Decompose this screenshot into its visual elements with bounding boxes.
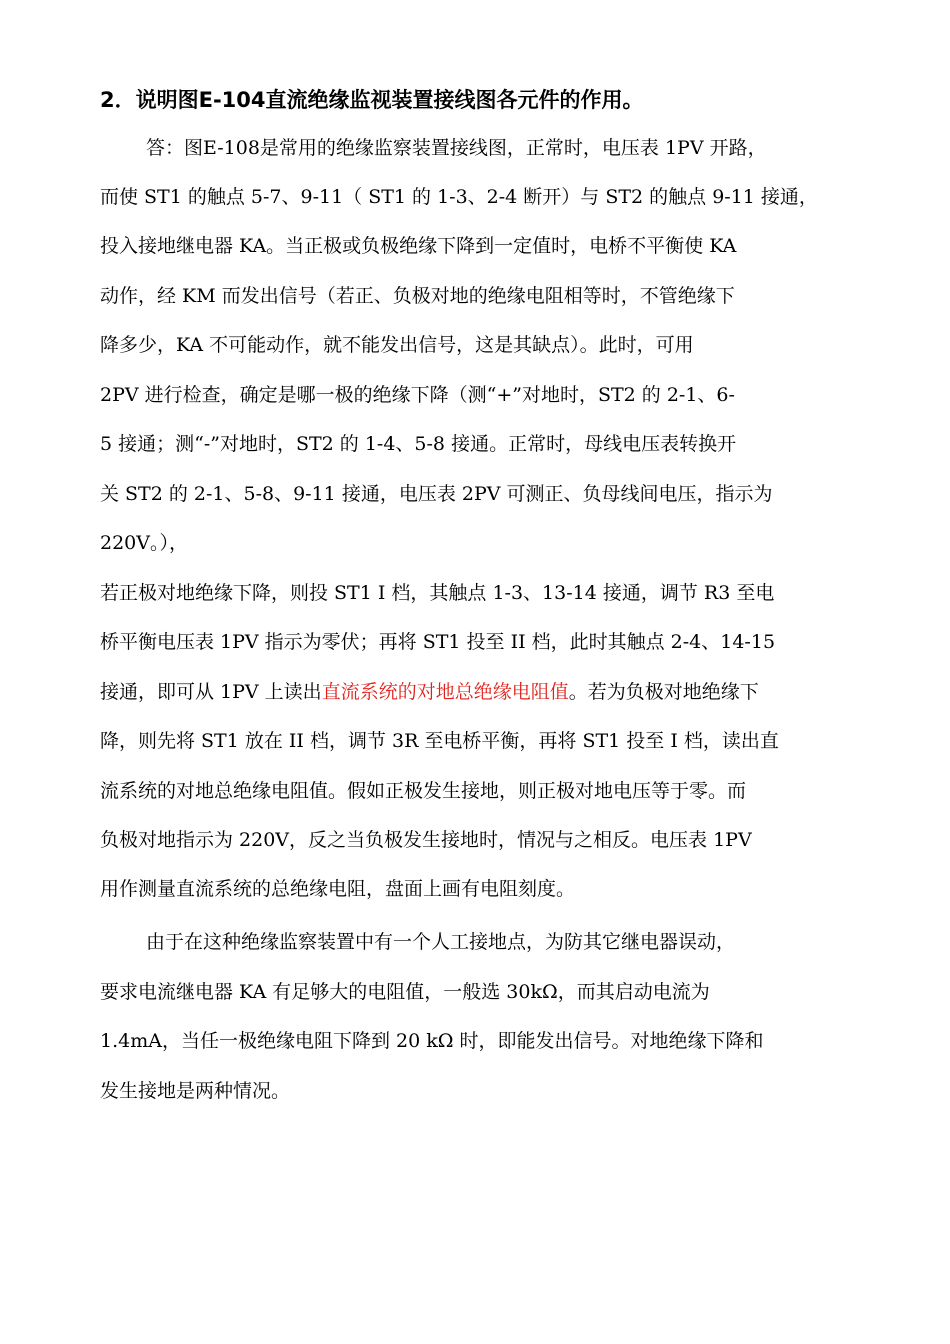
answer-line-20: 发生接地是两种情况。: [100, 1080, 291, 1102]
answer-line-9: 220V。），: [100, 532, 188, 554]
answer-line-17: 由于在这种绝缘监察装置中有一个人工接地点，为防其它继电器误动，: [146, 931, 736, 953]
highlighted-text: 直流系统的对地总绝缘电阻值: [321, 681, 569, 703]
answer-line-4: 动作，经 KM 而发出信号（若正、负极对地的绝缘电阻相等时，不管绝缘下: [100, 285, 735, 307]
text-segment: 。若为负极对地绝缘下: [568, 681, 759, 703]
answer-line-19: 1.4mA，当任一极绝缘电阻下降到 20 kΩ 时，即能发出信号。对地绝缘下降和: [100, 1030, 764, 1052]
question-heading: 2．说明图E-104直流绝缘监视装置接线图各元件的作用。: [100, 88, 644, 112]
answer-line-11: 桥平衡电压表 1PV 指示为零伏；再将 ST1 投至 II 档，此时其触点 2-4、14-15: [100, 631, 776, 653]
answer-line-5: 降多少，KA 不可能动作，就不能发出信号，这是其缺点）。此时，可用: [100, 334, 694, 356]
answer-line-14: 流系统的对地总绝缘电阻值。假如正极发生接地，则正极对地电压等于零。而: [100, 780, 747, 802]
answer-line-15: 负极对地指示为 220V，反之当负极发生接地时，情况与之相反。电压表 1PV: [100, 829, 752, 851]
answer-line-1: 答：图E-108是常用的绝缘监察装置接线图，正常时，电压表 1PV 开路，: [146, 137, 767, 159]
answer-line-3: 投入接地继电器 KA。当正极或负极绝缘下降到一定值时，电桥不平衡使 KA: [100, 235, 737, 257]
answer-line-6: 2PV 进行检查，确定是哪一极的绝缘下降（测“+”对地时，ST2 的 2-1、6-: [100, 384, 735, 406]
answer-line-12: [100, 678, 870, 706]
answer-line-2: 而使 ST1 的触点 5-7、9-11（ ST1 的 1-3、2-4 断开）与 ST2 的触点 9-11 接通，: [100, 186, 818, 208]
answer-line-16: 用作测量直流系统的总绝缘电阻，盘面上画有电阻刻度。: [100, 878, 576, 900]
answer-line-8: 关 ST2 的 2-1、5-8、9-11 接通，电压表 2PV 可测正、负母线间电压，指示为: [100, 483, 773, 505]
text-segment: 接通，即可从 1PV 上读出: [100, 681, 322, 703]
answer-line-10: 若正极对地绝缘下降，则投 ST1 I 档，其触点 1-3、13-14 接通，调节 R3 至电: [100, 582, 775, 604]
answer-line-18: 要求电流继电器 KA 有足够大的电阻值，一般选 30kΩ，而其启动电流为: [100, 981, 710, 1003]
answer-line-13: 降，则先将 ST1 放在 II 档，调节 3R 至电桥平衡，再将 ST1 投至 I 档，读出直: [100, 730, 779, 752]
answer-line-7: 5 接通；测“-”对地时，ST2 的 1-4、5-8 接通。正常时，母线电压表转换开: [100, 433, 737, 455]
